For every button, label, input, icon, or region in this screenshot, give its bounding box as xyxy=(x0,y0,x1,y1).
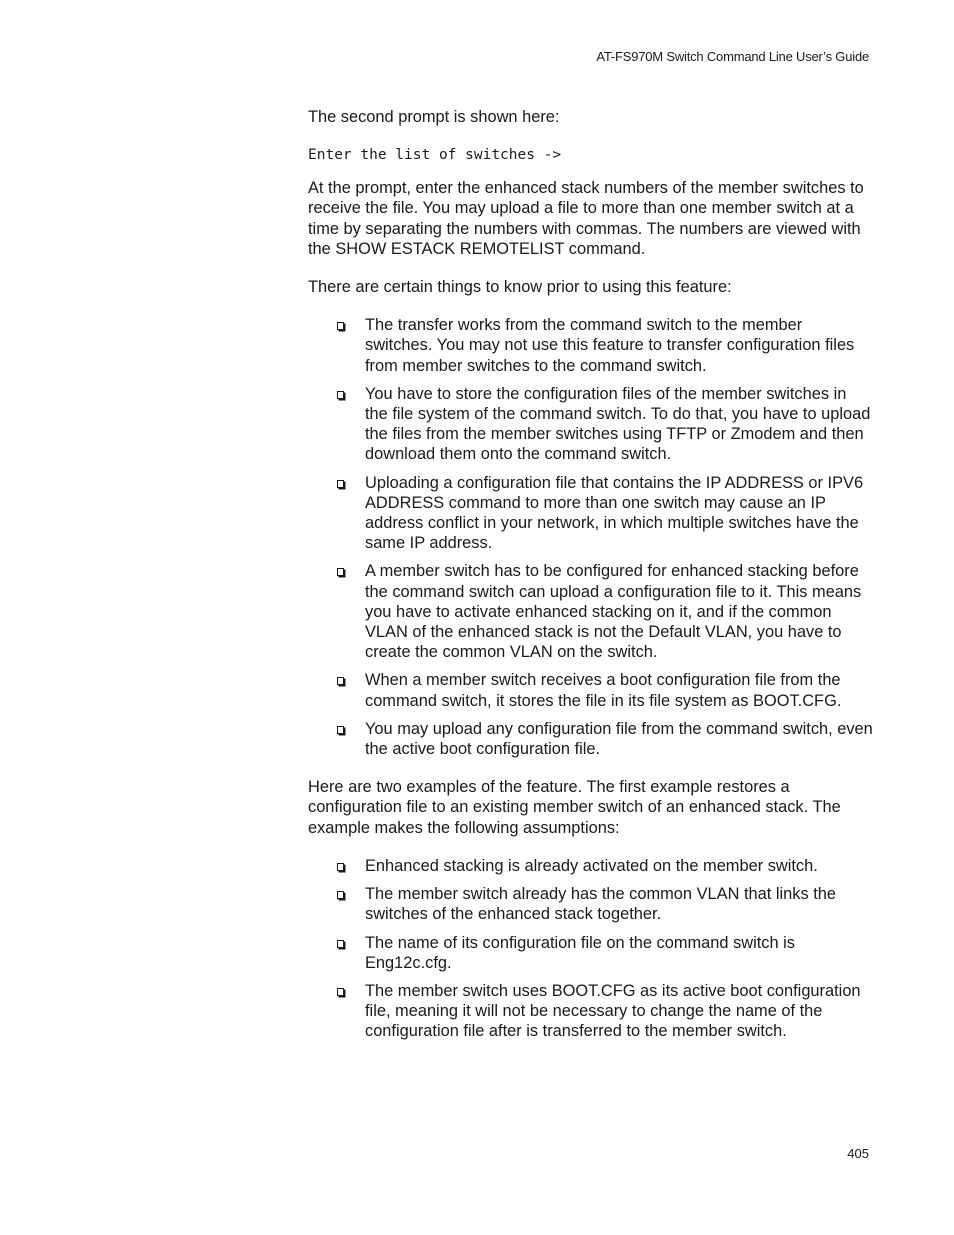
list-item: The member switch uses BOOT.CFG as its active boot configuration file, meaning it will not be necessary to change the name of the configuration file after is transferred to the member switch. xyxy=(308,981,873,1042)
checkbox-bullet-icon xyxy=(337,322,344,330)
checkbox-bullet-icon xyxy=(337,568,344,576)
list-item: Enhanced stacking is already activated on the member switch. xyxy=(308,856,873,876)
checkbox-bullet-icon xyxy=(337,677,344,685)
intro-paragraph: The second prompt is shown here: xyxy=(308,108,560,126)
page-body xyxy=(308,107,873,1060)
examples-paragraph: Here are two examples of the feature. The first example restores a configuration file to an existing member switch of an enhanced stack. The example makes the following assumptions: xyxy=(308,778,841,837)
checkbox-bullet-icon xyxy=(337,940,344,948)
checkbox-bullet-icon xyxy=(337,726,344,734)
list-item: The member switch already has the common VLAN that links the switches of the enhanced stack together. xyxy=(308,884,873,924)
considerations-list xyxy=(308,315,873,759)
checkbox-bullet-icon xyxy=(337,391,344,399)
running-header: AT-FS970M Switch Command Line User’s Guide xyxy=(596,49,869,64)
checkbox-bullet-icon xyxy=(337,988,344,996)
list-item: The name of its configuration file on the command switch is Eng12c.cfg. xyxy=(308,933,873,973)
checkbox-bullet-icon xyxy=(337,891,344,899)
checkbox-bullet-icon xyxy=(337,863,344,871)
prompt-paragraph: At the prompt, enter the enhanced stack numbers of the member switches to receive the file. You may upload a file to more than one member switch at a time by separating the numbers with commas. The numbers are viewed with the SHOW ESTACK REMOTELIST command. xyxy=(308,179,864,258)
code-sample: Enter the list of switches -> xyxy=(308,147,562,164)
page-number: 405 xyxy=(847,1146,869,1161)
checkbox-bullet-icon xyxy=(337,480,344,488)
list-item: The transfer works from the command switch to the member switches. You may not use this feature to transfer configuration files from member switches to the command switch. xyxy=(308,315,873,376)
list-item: You may upload any configuration file from the command switch, even the active boot configuration file. xyxy=(308,719,873,759)
assumptions-list xyxy=(308,856,873,1042)
list-item: When a member switch receives a boot configuration file from the command switch, it stores the file in its file system as BOOT.CFG. xyxy=(308,670,873,710)
list-item: A member switch has to be configured for enhanced stacking before the command switch can upload a configuration file to it. This means you have to activate enhanced stacking on it, and if the common VLAN of the enhanced stack is not the Default VLAN, you have to create the common VLAN on the switch. xyxy=(308,561,873,662)
prerequisites-paragraph: There are certain things to know prior to using this feature: xyxy=(308,278,732,297)
list-item: Uploading a configuration file that contains the IP ADDRESS or IPV6 ADDRESS command to more than one switch may cause an IP address conflict in your network, in which multiple switches have the same IP address. xyxy=(308,473,873,554)
list-item: You have to store the configuration files of the member switches in the file system of the command switch. To do that, you have to upload the files from the member switches using TFTP or Zmodem and then download them onto the command switch. xyxy=(308,384,873,465)
